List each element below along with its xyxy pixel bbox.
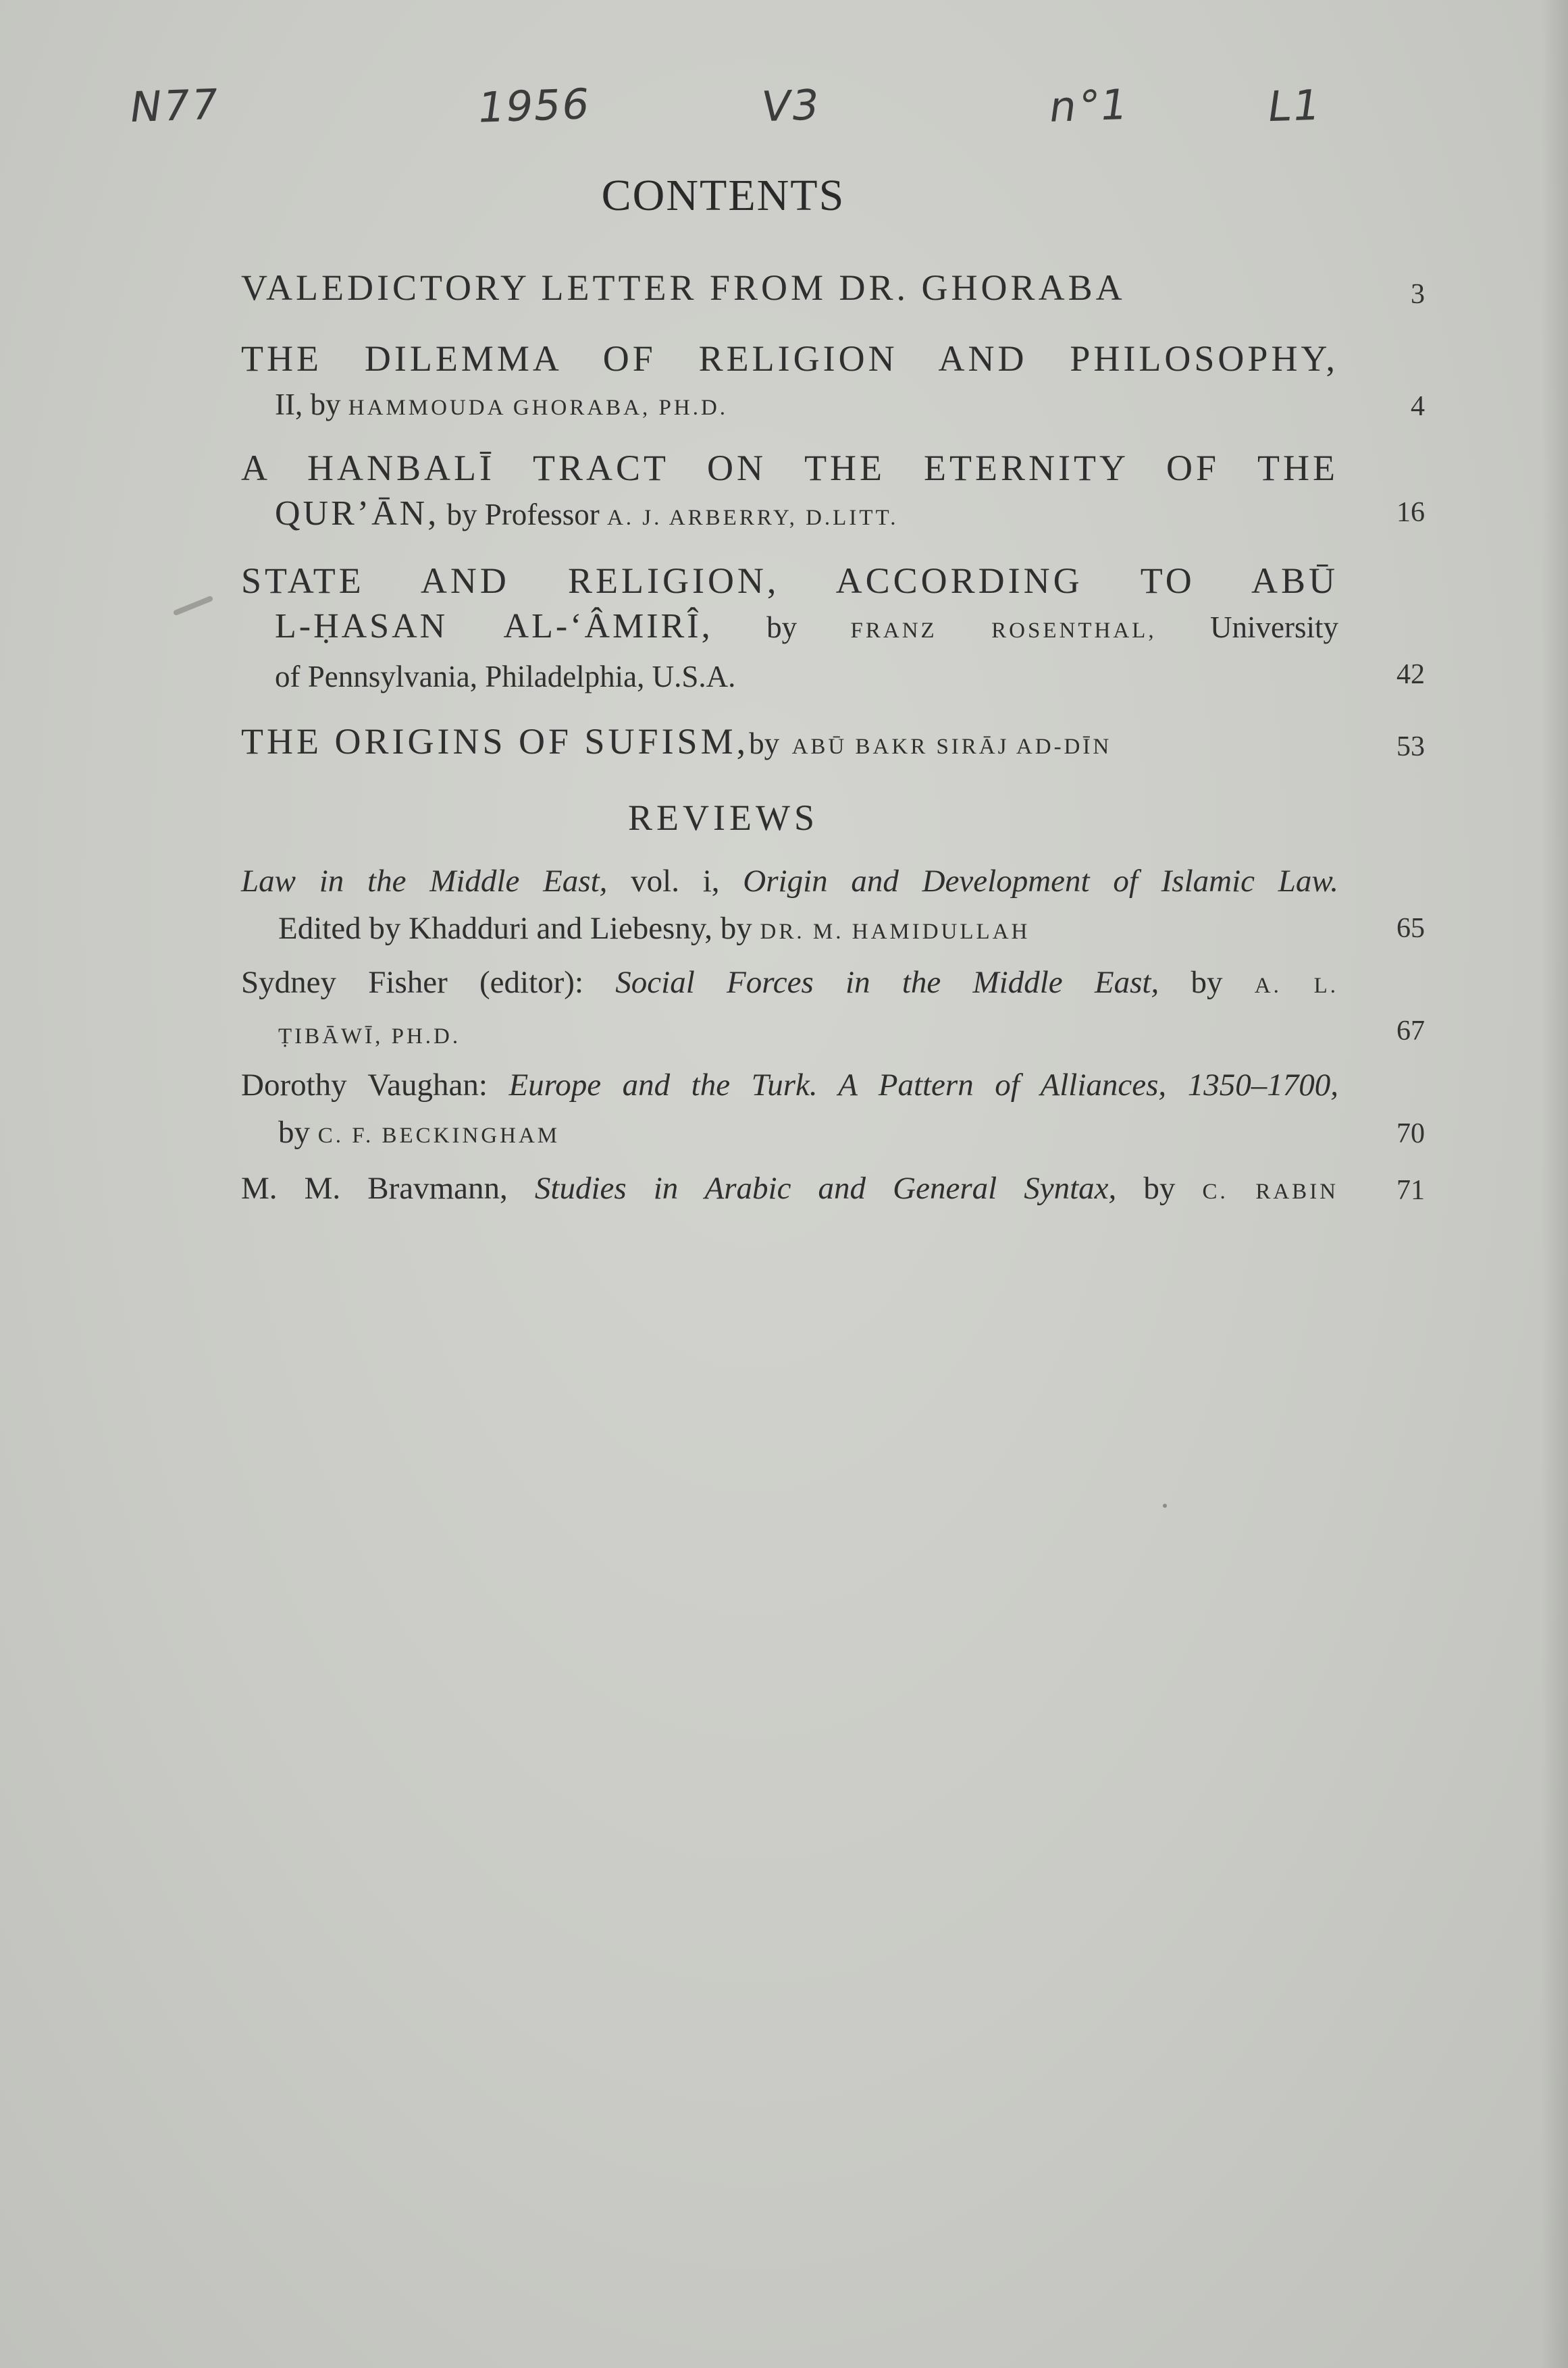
handwritten-note-1: N77 <box>126 79 223 132</box>
entry-heading-continued: QUR’ĀN, <box>275 494 440 533</box>
review-line <box>241 905 1338 955</box>
byline-prefix: by <box>766 610 798 644</box>
review-author: Sydney Fisher (editor): <box>241 965 584 1000</box>
entry-byline <box>241 381 1338 431</box>
byline-prefix: by Professor <box>446 498 600 531</box>
review-book-title: Europe and the Turk. A Pattern of Alliances, 1350–1700, <box>508 1068 1338 1103</box>
review-book-title: Law in the Middle East, <box>241 864 608 899</box>
handwritten-note-4: n°1 <box>1046 80 1132 132</box>
review-entry-4 <box>241 1165 1338 1215</box>
entry-byline <box>241 604 1338 654</box>
review-book-title: Social Forces in the Middle East, <box>615 965 1159 1000</box>
author-name: HAMMOUDA GHORABA, PH.D. <box>348 396 729 420</box>
review-line <box>241 1061 1338 1109</box>
reviewer-name: C. F. BECKINGHAM <box>317 1124 560 1148</box>
review-entry-2 <box>241 959 1338 1060</box>
review-by: by <box>1143 1171 1176 1206</box>
page-number-4: 42 <box>1396 659 1425 690</box>
author-name: ABŪ BAKR SIRĀJ AD-DĪN <box>791 735 1112 759</box>
author-name: A. J. ARBERRY, D.LITT. <box>606 506 899 530</box>
reviewer-name-continued: ṬIBĀWĪ, PH.D. <box>278 1024 461 1049</box>
paper-speck <box>1163 1504 1167 1508</box>
page-number-5: 53 <box>1396 731 1425 762</box>
page-number-2: 4 <box>1411 391 1425 422</box>
contents-entry-5 <box>241 718 1338 770</box>
review-line <box>241 1009 1338 1060</box>
byline-prefix: by <box>749 727 780 760</box>
review-line <box>241 1109 1338 1159</box>
author-affiliation: University <box>1210 610 1339 644</box>
entry-heading: THE DILEMMA OF RELIGION AND PHILOSOPHY, <box>241 338 1338 379</box>
reviewer-name: C. RABIN <box>1202 1180 1339 1204</box>
review-volume: vol. i, <box>631 864 720 899</box>
author-name: FRANZ ROSENTHAL, <box>850 619 1157 643</box>
entry-heading: A HANBALĪ TRACT ON THE ETERNITY OF THE <box>241 448 1338 488</box>
entry-title: THE ORIGINS OF SUFISM, <box>241 721 750 762</box>
review-page-number-3: 70 <box>1396 1118 1425 1149</box>
review-by: by <box>278 1115 310 1150</box>
review-line <box>241 858 1338 905</box>
review-page-number-1: 65 <box>1396 913 1425 944</box>
review-entry-3 <box>241 1061 1338 1159</box>
contents-entry-3 <box>241 445 1338 541</box>
review-line <box>241 1165 1338 1215</box>
page-number-3: 16 <box>1396 497 1425 528</box>
reviewer-name: A. L. <box>1254 974 1339 998</box>
review-by: by <box>1191 965 1223 1000</box>
page-edge-shadow <box>1541 0 1568 2368</box>
review-page-number-4: 71 <box>1396 1175 1425 1206</box>
entry-heading: VALEDICTORY LETTER FROM DR. GHORABA <box>241 267 1126 308</box>
review-line <box>241 959 1338 1009</box>
review-editors: Edited by Khadduri and Liebesny, by <box>278 911 752 946</box>
page-number-1: 3 <box>1411 279 1425 310</box>
page-title: CONTENTS <box>601 171 845 220</box>
review-book-title: Studies in Arabic and General Syntax, <box>534 1171 1117 1206</box>
handwritten-note-2: 1956 <box>474 79 594 132</box>
review-author: M. M. Bravmann, <box>241 1171 508 1206</box>
entry-byline <box>241 491 1338 541</box>
entry-heading-continued: L-ḤASAN AL-‘ÂMIRÎ, <box>275 607 713 646</box>
entry-heading: STATE AND RELIGION, ACCORDING TO ABŪ <box>241 560 1338 601</box>
review-entry-1 <box>241 858 1338 955</box>
handwritten-note-5: L1 <box>1264 80 1325 132</box>
byline-prefix: II, by <box>275 388 341 421</box>
contents-entry-2 <box>241 336 1338 431</box>
handwritten-note-3: V3 <box>758 80 824 132</box>
reviewer-name: DR. M. HAMIDULLAH <box>760 920 1030 944</box>
reviews-heading: REVIEWS <box>628 797 818 838</box>
contents-entry-4 <box>241 558 1338 700</box>
entry-heading <box>241 718 1338 770</box>
review-author: Dorothy Vaughan: <box>241 1068 488 1103</box>
review-page-number-2: 67 <box>1396 1016 1425 1047</box>
review-book-subtitle: Origin and Development of Islamic Law. <box>743 864 1338 899</box>
contents-entry-1 <box>241 265 1338 311</box>
author-affiliation-line: of Pennsylvania, Philadelphia, U.S.A. <box>275 660 736 693</box>
